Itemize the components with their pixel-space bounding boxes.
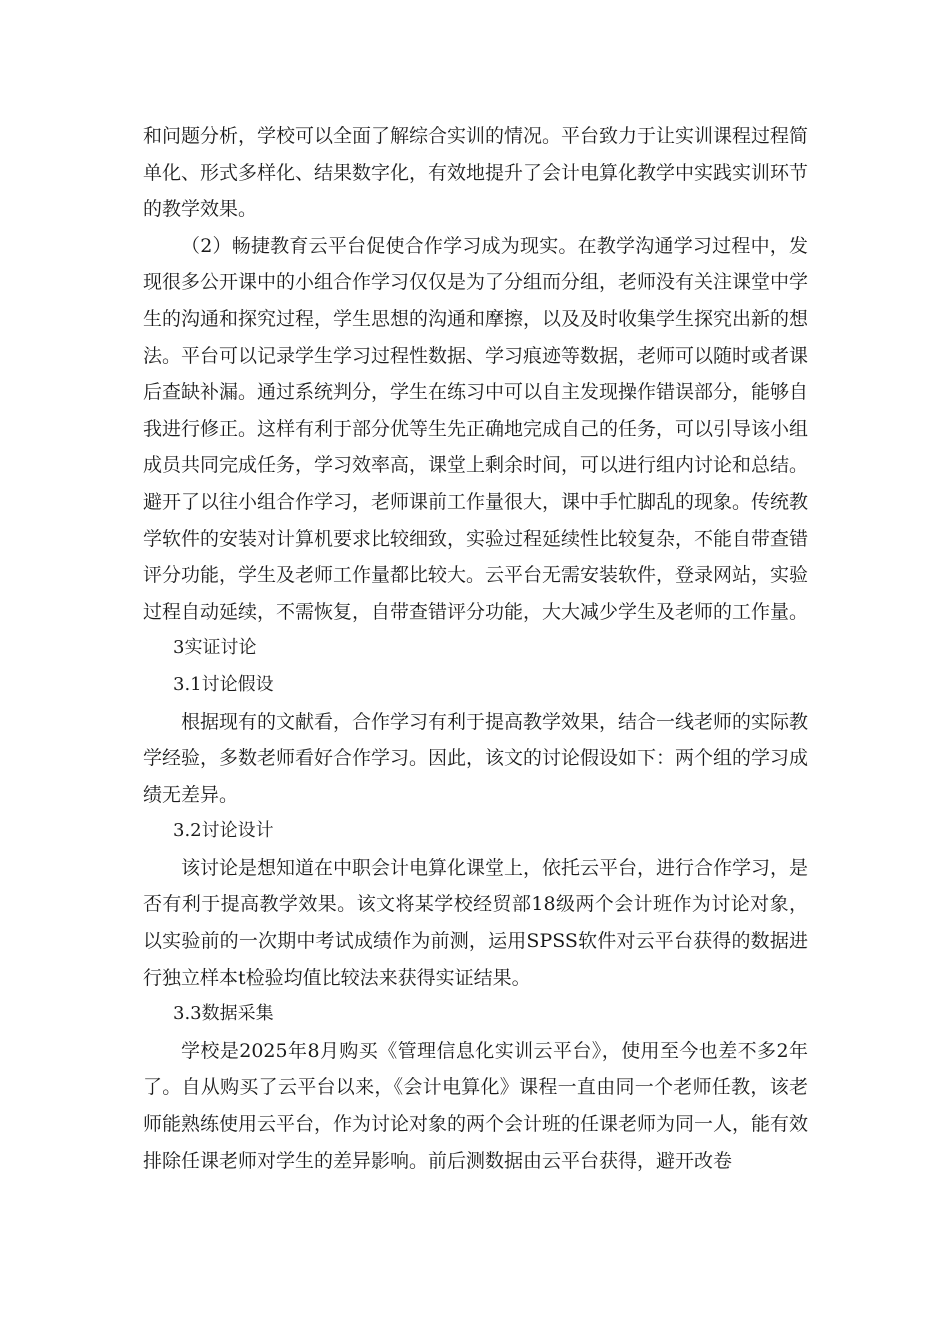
section-heading-3-1: 3.1讨论假设 [173, 673, 274, 695]
document-page [143, 118, 808, 1179]
section-heading-3-3: 3.3数据采集 [173, 1003, 274, 1025]
paragraph-design: 该讨论是想知道在中职会计电算化课堂上，依托云平台，进行合作学习，是否有利于提高教学效果。该文将某学校经贸部18级两个会计班作为讨论对象，以实验前的一次期中考试成绩作为前测，运用SPSS软件对云平台获得的数据进行独立样本t检验均值比较法来获得实证结果。 [143, 856, 809, 989]
paragraph-intro-continued: 和问题分析，学校可以全面了解综合实训的情况。平台致力于让实训课程过程简单化、形式多样化、结果数字化，有效地提升了会计电算化教学中实践实训环节的教学效果。 [143, 125, 809, 221]
section-heading-3: 3实证讨论 [173, 637, 257, 659]
section-heading-3-2: 3.2讨论设计 [173, 820, 274, 842]
paragraph-hypothesis: 根据现有的文献看，合作学习有利于提高教学效果，结合一线老师的实际教学经验，多数老师看好合作学习。因此，该文的讨论假设如下：两个组的学习成绩无差异。 [143, 710, 809, 806]
paragraph-data-collection: 学校是2025年8月购买《管理信息化实训云平台》，使用至今也差不多2年了。自从购买了云平台以来，《会计电算化》课程一直由同一个老师任教，该老师能熟练使用云平台，作为讨论对象的两个会计班的任课老师为同一人，能有效排除任课老师对学生的差异影响。前后测数据由云平台获得，避开改卷 [143, 1039, 809, 1172]
paragraph-cooperative-learning: （2）畅捷教育云平台促使合作学习成为现实。在教学沟通学习过程中，发现很多公开课中的小组合作学习仅仅是为了分组而分组，老师没有关注课堂中学生的沟通和探究过程，学生思想的沟通和摩擦，以及及时收集学生探究出新的想法。平台可以记录学生学习过程性数据、学习痕迹等数据，老师可以随时或者课后查缺补漏。通过系统判分，学生在练习中可以自主发现操作错误部分，能够自我进行修正。这样有利于部分优等生先正确地完成自己的任务，可以引导该小组成员共同完成任务，学习效率高，课堂上剩余时间，可以进行组内讨论和总结。避开了以往小组合作学习，老师课前工作量很大，课中手忙脚乱的现象。传统教学软件的安装对计算机要求比较细致，实验过程延续性比较复杂，不能自带查错评分功能，学生及老师工作量都比较大。云平台无需安装软件，登录网站，实验过程自动延续，不需恢复，自带查错评分功能，大大减少学生及老师的工作量。 [143, 234, 809, 623]
